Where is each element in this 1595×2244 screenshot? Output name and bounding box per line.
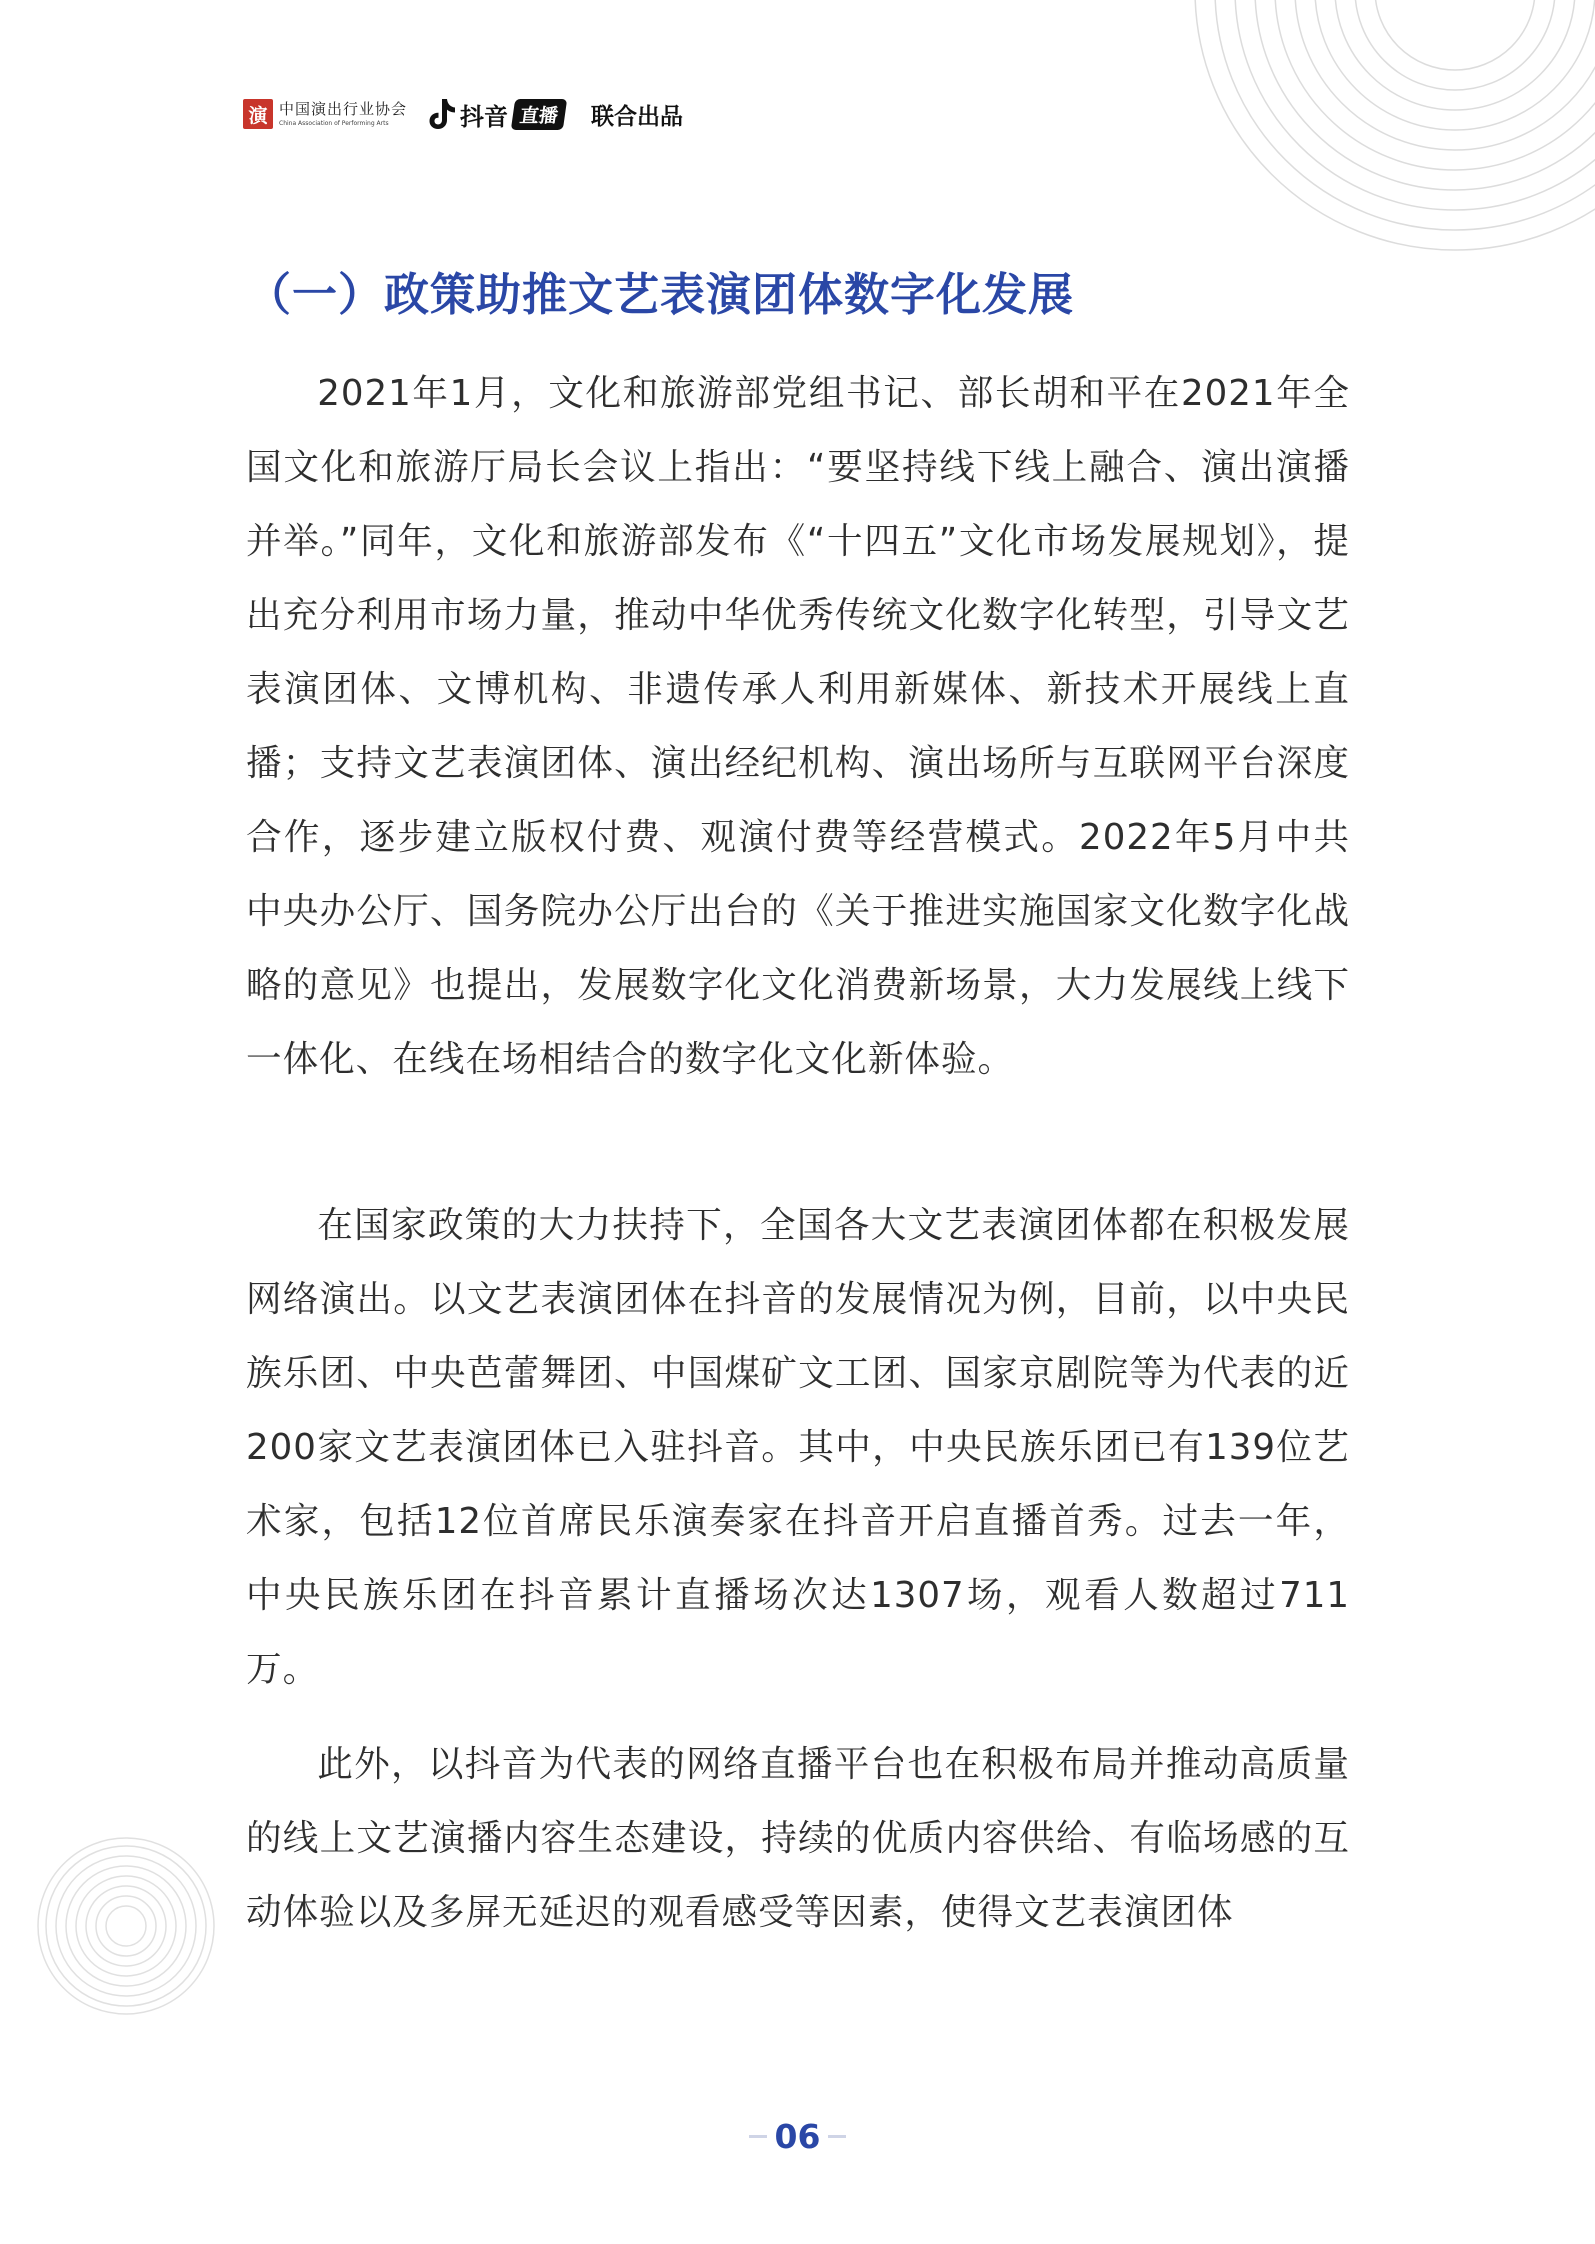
- section-title: （一）政策助推文艺表演团体数字化发展: [246, 268, 1075, 321]
- page-number: 06: [774, 2117, 821, 2156]
- douyin-note-icon: [427, 96, 457, 132]
- association-logo: [243, 99, 407, 129]
- footer-dash-left: [749, 2135, 767, 2138]
- joint-production-label: 联合出品: [591, 103, 684, 130]
- decorative-rings-top-right: [1035, 0, 1595, 260]
- association-name-cn: 中国演出行业协会: [279, 99, 408, 118]
- douyin-live-logo: [427, 96, 565, 132]
- live-badge: 直播: [511, 99, 567, 130]
- page-header: [243, 92, 683, 136]
- association-seal-icon: 演: [243, 99, 273, 129]
- association-name: [279, 99, 408, 127]
- body-paragraph: 在国家政策的大力扶持下，全国各大文艺表演团体都在积极发展网络演出。以文艺表演团体在抖音的发展情况为例，目前，以中央民族乐团、中央芭蕾舞团、中国煤矿文工团、国家京剧院等为代表的近200家文艺表演团体已入驻抖音。其中，中央民族乐团已有139位艺术家，包括12位首席民乐演奏家在抖音开启直播首秀。过去一年，中央民族乐团在抖音累计直播场次达1307场，观看人数超过711万。: [246, 1205, 1350, 1690]
- body-paragraph: 此外，以抖音为代表的网络直播平台也在积极布局并推动高质量的线上文艺演播内容生态建设，持续的优质内容供给、有临场感的互动体验以及多屏无延迟的观看感受等因素，使得文艺表演团体: [246, 1744, 1350, 1933]
- decorative-rings-bottom-left: [36, 1836, 216, 2016]
- association-name-en: China Association of Performing Arts: [279, 119, 389, 127]
- douyin-name: 抖音: [460, 102, 509, 131]
- body-paragraph: 2021年1月，文化和旅游部党组书记、部长胡和平在2021年全国文化和旅游厅局长会议上指出：“要坚持线下线上融合、演出演播并举。”同年，文化和旅游部发布《“十四五”文化市场发展规划》，提出充分利用市场力量，推动中华优秀传统文化数字化转型，引导文艺表演团体、文博机构、非遗传承人利用新媒体、新技术开展线上直播；支持文艺表演团体、演出经纪机构、演出场所与互联网平台深度合作，逐步建立版权付费、观演付费等经营模式。2022年5月中共中央办公厅、国务院办公厅出台的《关于推进实施国家文化数字化战略的意见》也提出，发展数字化文化消费新场景，大力发展线上线下一体化、在线在场相结合的数字化文化新体验。: [246, 373, 1350, 1080]
- page-footer: [0, 2117, 1595, 2156]
- footer-dash-right: [828, 2135, 846, 2138]
